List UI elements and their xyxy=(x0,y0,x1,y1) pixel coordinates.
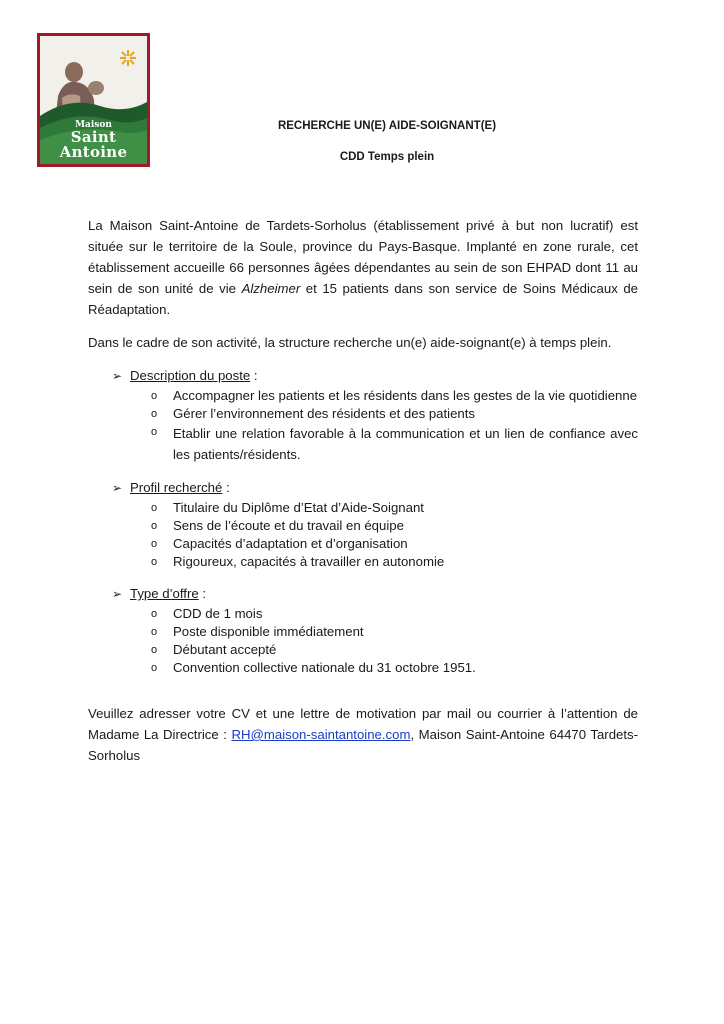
list-item xyxy=(151,535,638,553)
circle-bullet-icon: o xyxy=(151,662,158,674)
circle-bullet-icon: o xyxy=(151,408,158,420)
list-item-text: Convention collective nationale du 31 octobre 1951. xyxy=(173,660,476,675)
list-item-text: Capacités d’adaptation et d’organisation xyxy=(173,536,408,551)
list-item-text: Etablir une relation favorable à la communication et un lien de confiance avec les patients/résidents. xyxy=(173,426,638,462)
circle-bullet-icon: o xyxy=(151,520,158,532)
circle-bullet-icon: o xyxy=(151,556,158,568)
list-item-text: CDD de 1 mois xyxy=(173,606,263,621)
section-offer-type xyxy=(88,585,638,677)
intro-text-part2: et 15 patients dans son service de Soins Médicaux de Réadaptation. xyxy=(88,281,639,317)
page-title: RECHERCHE UN(E) AIDE-SOIGNANT(E) xyxy=(277,120,497,132)
list-item-text: Poste disponible immédiatement xyxy=(173,624,364,639)
logo-text-saint: Saint xyxy=(70,128,117,146)
section-description xyxy=(88,367,638,465)
list-item xyxy=(151,499,638,517)
list-item-text: Sens de l’écoute et du travail en équipe xyxy=(173,518,404,533)
list-item xyxy=(151,623,638,641)
document-body xyxy=(88,215,638,779)
list-item xyxy=(151,387,638,405)
email-link[interactable]: RH@maison-saintantoine.com xyxy=(231,727,411,742)
list-item xyxy=(151,605,638,623)
list-item-text: Accompagner les patients et les résidents dans les gestes de la vie quotidienne xyxy=(173,388,638,403)
footer-text-part2: , Maison Saint-Antoine 64470 Tardets-Sorholus xyxy=(88,727,639,763)
logo-text-antoine: Antoine xyxy=(59,143,128,161)
list-item xyxy=(151,641,638,659)
list-item xyxy=(151,423,638,465)
circle-bullet-icon: o xyxy=(151,644,158,656)
list-item xyxy=(151,517,638,535)
page-subtitle: CDD Temps plein xyxy=(339,151,435,163)
arrow-bullet-icon: ➢ xyxy=(112,369,123,383)
section-heading: Profil recherché xyxy=(130,480,223,495)
activity-paragraph: Dans le cadre de son activité, la structure recherche un(e) aide-soignant(e) à temps plein. xyxy=(88,335,612,350)
list-item-text: Débutant accepté xyxy=(173,642,277,657)
section-heading-suffix: : xyxy=(250,368,258,383)
section-heading-suffix: : xyxy=(222,480,230,495)
circle-bullet-icon: o xyxy=(151,502,158,514)
list-item xyxy=(151,405,638,423)
circle-bullet-icon: o xyxy=(151,390,158,402)
circle-bullet-icon: o xyxy=(151,538,158,550)
section-heading: Type d’offre xyxy=(130,586,199,601)
list-item xyxy=(151,553,638,571)
list-item xyxy=(151,659,638,677)
list-item-text: Titulaire du Diplôme d’Etat d’Aide-Soignant xyxy=(173,500,424,515)
application-instructions xyxy=(88,703,638,766)
intro-emphasis-alzheimer: Alzheimer xyxy=(241,281,301,296)
intro-text-part1: La Maison Saint-Antoine de Tardets-Sorholus (établissement privé à but non lucratif) est située sur le territoire de la Soule, province du Pays-Basque. Implanté en zone rurale, cet établissement accueille 66 personnes âgées dépendantes au sein de son EHPAD dont 11 au sein de son unité de vie xyxy=(88,218,638,296)
arrow-bullet-icon: ➢ xyxy=(112,587,123,601)
list-item-text: Gérer l’environnement des résidents et des patients xyxy=(173,406,476,421)
section-heading-suffix: : xyxy=(198,586,206,601)
circle-bullet-icon: o xyxy=(151,626,158,638)
footer-text-part1: Veuillez adresser votre CV et une lettre de motivation par mail ou courrier à l’attention de Madame La Directrice : xyxy=(88,706,638,742)
section-heading: Description du poste xyxy=(130,368,251,383)
maison-saint-antoine-logo xyxy=(37,33,150,167)
circle-bullet-icon: o xyxy=(151,608,158,620)
list-item-text: Rigoureux, capacités à travailler en autonomie xyxy=(173,554,445,569)
intro-paragraph xyxy=(88,215,638,320)
section-profile xyxy=(88,479,638,571)
arrow-bullet-icon: ➢ xyxy=(112,481,123,495)
circle-bullet-icon: o xyxy=(151,426,158,438)
logo-text-maison: Maison xyxy=(75,120,112,130)
